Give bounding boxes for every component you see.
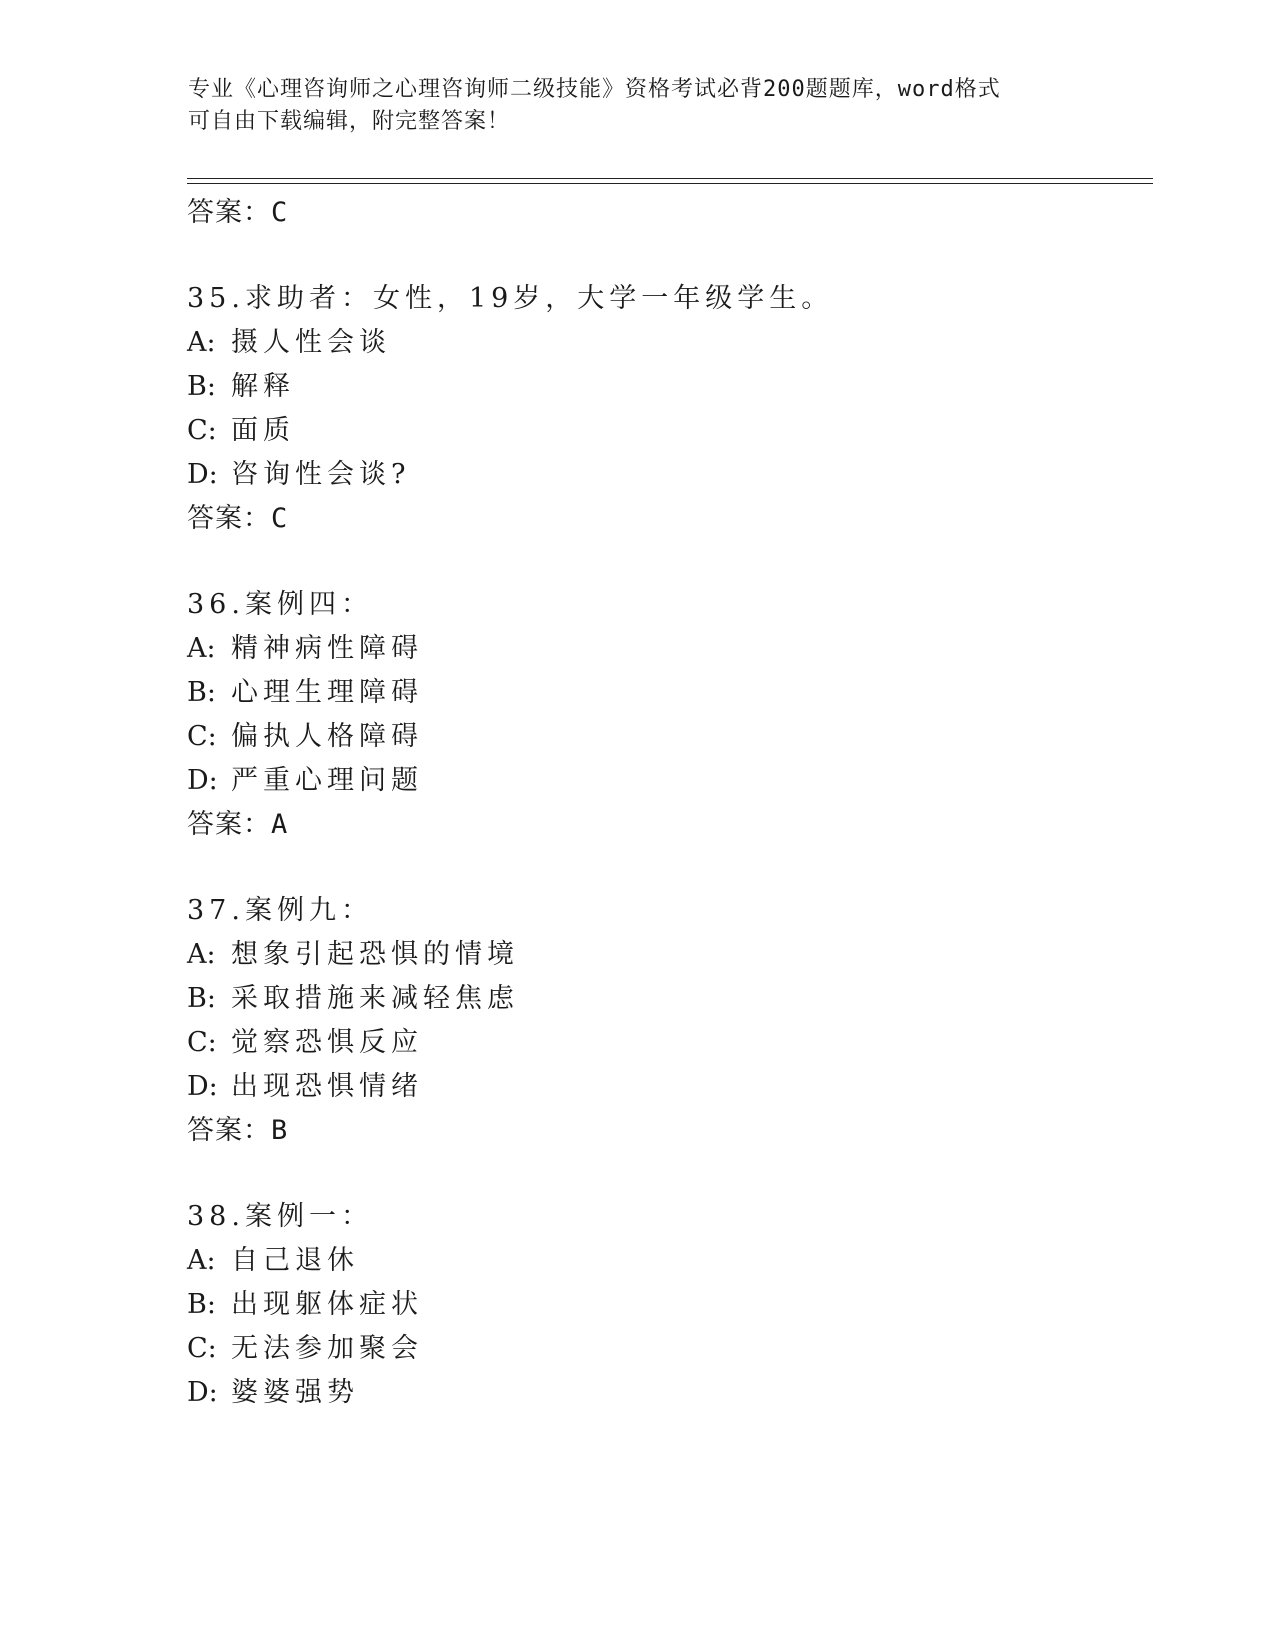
option-letter: D:: [187, 459, 218, 490]
option-text: 解释: [231, 371, 295, 402]
option-text: 偏执人格障碍: [231, 721, 423, 752]
option-text: 精神病性障碍: [231, 633, 423, 664]
answer-label: 答案：: [187, 809, 271, 840]
option-letter: B:: [187, 983, 216, 1014]
option-letter: D:: [187, 1377, 218, 1408]
header-line-2: 可自由下载编辑，附完整答案！: [188, 109, 511, 134]
option-text: 面质: [231, 415, 295, 446]
answer-line: [187, 802, 288, 841]
question-title: 36.案例四：: [187, 589, 373, 620]
option-letter: C:: [187, 1027, 217, 1058]
answer-line: [187, 496, 288, 535]
option-letter: A:: [187, 1245, 216, 1276]
option-a: [187, 1238, 359, 1277]
option-text: 心理生理障碍: [231, 677, 423, 708]
option-letter: C:: [187, 1333, 217, 1364]
option-letter: A:: [187, 327, 216, 358]
option-letter: C:: [187, 721, 217, 752]
option-letter: C:: [187, 415, 217, 446]
question-title: 35.求助者：女性，19岁，大学一年级学生。: [187, 283, 834, 314]
option-d: [187, 452, 410, 491]
option-letter: B:: [187, 371, 216, 402]
answer-label: 答案：: [187, 197, 271, 228]
option-letter: A:: [187, 939, 216, 970]
option-c: [187, 1326, 423, 1365]
answer-label: 答案：: [187, 503, 271, 534]
option-b: [187, 670, 423, 709]
answer-label: 答案：: [187, 1115, 271, 1146]
option-c: [187, 714, 423, 753]
document-header: [188, 74, 1068, 138]
answer-line: [187, 190, 288, 229]
option-d: [187, 1370, 359, 1409]
header-line-1: 专业《心理咨询师之心理咨询师二级技能》资格考试必背200题题库，word格式: [188, 77, 1001, 102]
option-text: 采取措施来减轻焦虑: [231, 983, 519, 1014]
option-text: 无法参加聚会: [231, 1333, 423, 1364]
option-letter: B:: [187, 677, 216, 708]
option-text: 婆婆强势: [231, 1377, 359, 1408]
option-text: 想象引起恐惧的情境: [231, 939, 519, 970]
option-text: 摄人性会谈: [231, 327, 391, 358]
header-divider-bottom: [187, 183, 1153, 184]
option-c: [187, 1020, 423, 1059]
option-text: 自己退休: [231, 1245, 359, 1276]
option-a: [187, 320, 391, 359]
answer-value: C: [271, 503, 289, 534]
option-a: [187, 932, 519, 971]
question-title: 37.案例九：: [187, 895, 373, 926]
option-letter: A:: [187, 633, 216, 664]
answer-value: B: [271, 1115, 289, 1146]
answer-value: C: [271, 197, 289, 228]
option-c: [187, 408, 295, 447]
header-divider-top: [187, 178, 1153, 179]
option-text: 出现躯体症状: [231, 1289, 423, 1320]
option-b: [187, 976, 519, 1015]
option-letter: B:: [187, 1289, 216, 1320]
option-text: 严重心理问题: [231, 765, 423, 796]
option-letter: D:: [187, 1071, 218, 1102]
option-text: 咨询性会谈?: [231, 459, 411, 490]
answer-line: [187, 1108, 288, 1147]
option-text: 觉察恐惧反应: [231, 1027, 423, 1058]
option-d: [187, 1064, 423, 1103]
question-title: 38.案例一：: [187, 1201, 373, 1232]
option-d: [187, 758, 423, 797]
option-b: [187, 364, 295, 403]
option-letter: D:: [187, 765, 218, 796]
option-text: 出现恐惧情绪: [231, 1071, 423, 1102]
option-b: [187, 1282, 423, 1321]
answer-value: A: [271, 809, 289, 840]
option-a: [187, 626, 423, 665]
